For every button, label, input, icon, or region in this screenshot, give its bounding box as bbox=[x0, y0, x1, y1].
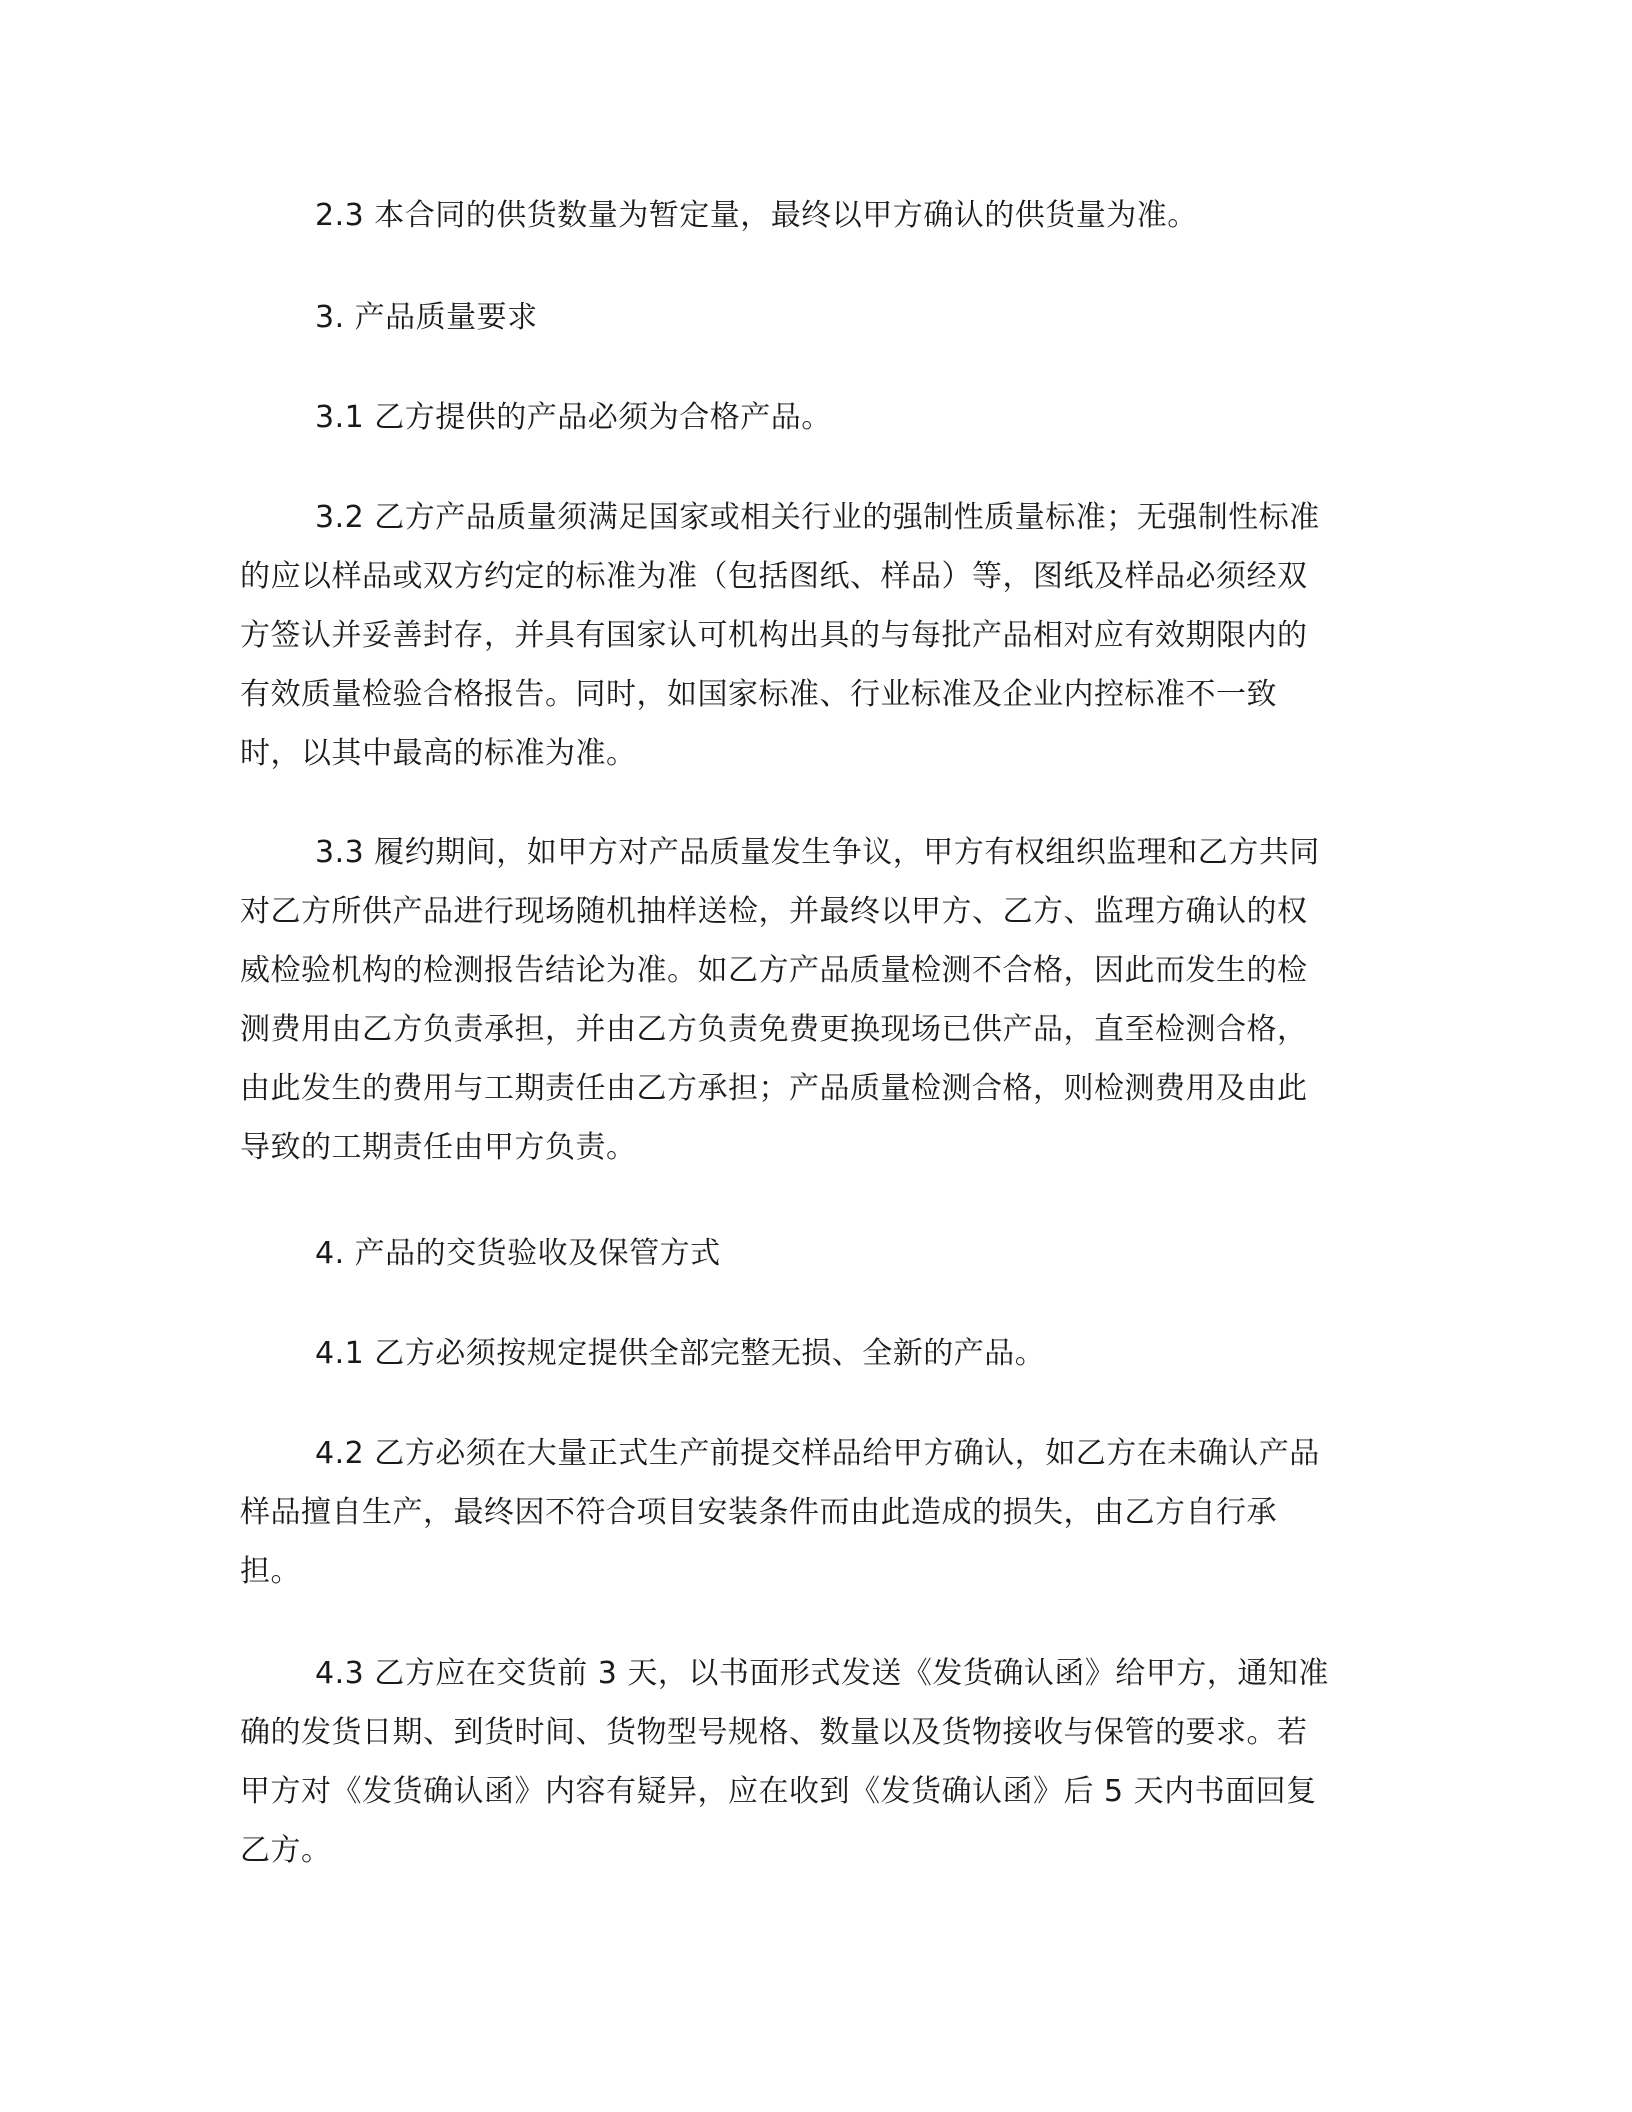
paragraph-line: 确的发货日期、到货时间、货物型号规格、数量以及货物接收与保管的要求。若 bbox=[240, 1715, 1308, 1750]
paragraph-line: 对乙方所供产品进行现场随机抽样送检，并最终以甲方、乙方、监理方确认的权 bbox=[240, 894, 1308, 929]
paragraph-line: 乙方。 bbox=[240, 1833, 332, 1868]
paragraph-line: 有效质量检验合格报告。同时，如国家标准、行业标准及企业内控标准不一致 bbox=[240, 677, 1277, 712]
heading-line: 4. 产品的交货验收及保管方式 bbox=[315, 1236, 721, 1271]
paragraph-line: 方签认并妥善封存，并具有国家认可机构出具的与每批产品相对应有效期限内的 bbox=[240, 618, 1308, 653]
paragraph-line: 的应以样品或双方约定的标准为准（包括图纸、样品）等，图纸及样品必须经双 bbox=[240, 559, 1308, 594]
paragraph-2-3 bbox=[240, 186, 1370, 245]
paragraph-line: 由此发生的费用与工期责任由乙方承担；产品质量检测合格，则检测费用及由此 bbox=[240, 1071, 1308, 1106]
heading-line: 3. 产品质量要求 bbox=[315, 300, 538, 335]
paragraph-line: 样品擅自生产，最终因不符合项目安装条件而由此造成的损失，由乙方自行承 bbox=[240, 1495, 1277, 1530]
paragraph-line: 3.3 履约期间，如甲方对产品质量发生争议，甲方有权组织监理和乙方共同 bbox=[315, 835, 1320, 870]
paragraph-4-2 bbox=[240, 1424, 1370, 1601]
paragraph-line: 甲方对《发货确认函》内容有疑异，应在收到《发货确认函》后 5 天内书面回复 bbox=[240, 1774, 1317, 1809]
paragraph-line: 测费用由乙方负责承担，并由乙方负责免费更换现场已供产品，直至检测合格， bbox=[240, 1012, 1308, 1047]
paragraph-line: 担。 bbox=[240, 1554, 301, 1589]
paragraph-line: 3.1 乙方提供的产品必须为合格产品。 bbox=[315, 400, 832, 435]
paragraph-line: 时，以其中最高的标准为准。 bbox=[240, 736, 637, 771]
paragraph-3-3 bbox=[240, 823, 1370, 1177]
paragraph-line: 4.1 乙方必须按规定提供全部完整无损、全新的产品。 bbox=[315, 1336, 1046, 1371]
paragraph-line: 4.2 乙方必须在大量正式生产前提交样品给甲方确认，如乙方在未确认产品 bbox=[315, 1436, 1320, 1471]
paragraph-line: 2.3 本合同的供货数量为暂定量，最终以甲方确认的供货量为准。 bbox=[315, 198, 1198, 233]
paragraph-3-1 bbox=[240, 388, 1370, 447]
paragraph-line: 威检验机构的检测报告结论为准。如乙方产品质量检测不合格，因此而发生的检 bbox=[240, 953, 1308, 988]
section-heading-4 bbox=[240, 1224, 1370, 1283]
paragraph-4-3 bbox=[240, 1644, 1370, 1880]
paragraph-3-2 bbox=[240, 488, 1370, 783]
section-heading-3 bbox=[240, 288, 1370, 347]
paragraph-line: 导致的工期责任由甲方负责。 bbox=[240, 1130, 637, 1165]
paragraph-line: 3.2 乙方产品质量须满足国家或相关行业的强制性质量标准；无强制性标准 bbox=[315, 500, 1320, 535]
paragraph-line: 4.3 乙方应在交货前 3 天，以书面形式发送《发货确认函》给甲方，通知准 bbox=[315, 1656, 1329, 1691]
paragraph-4-1 bbox=[240, 1324, 1370, 1383]
